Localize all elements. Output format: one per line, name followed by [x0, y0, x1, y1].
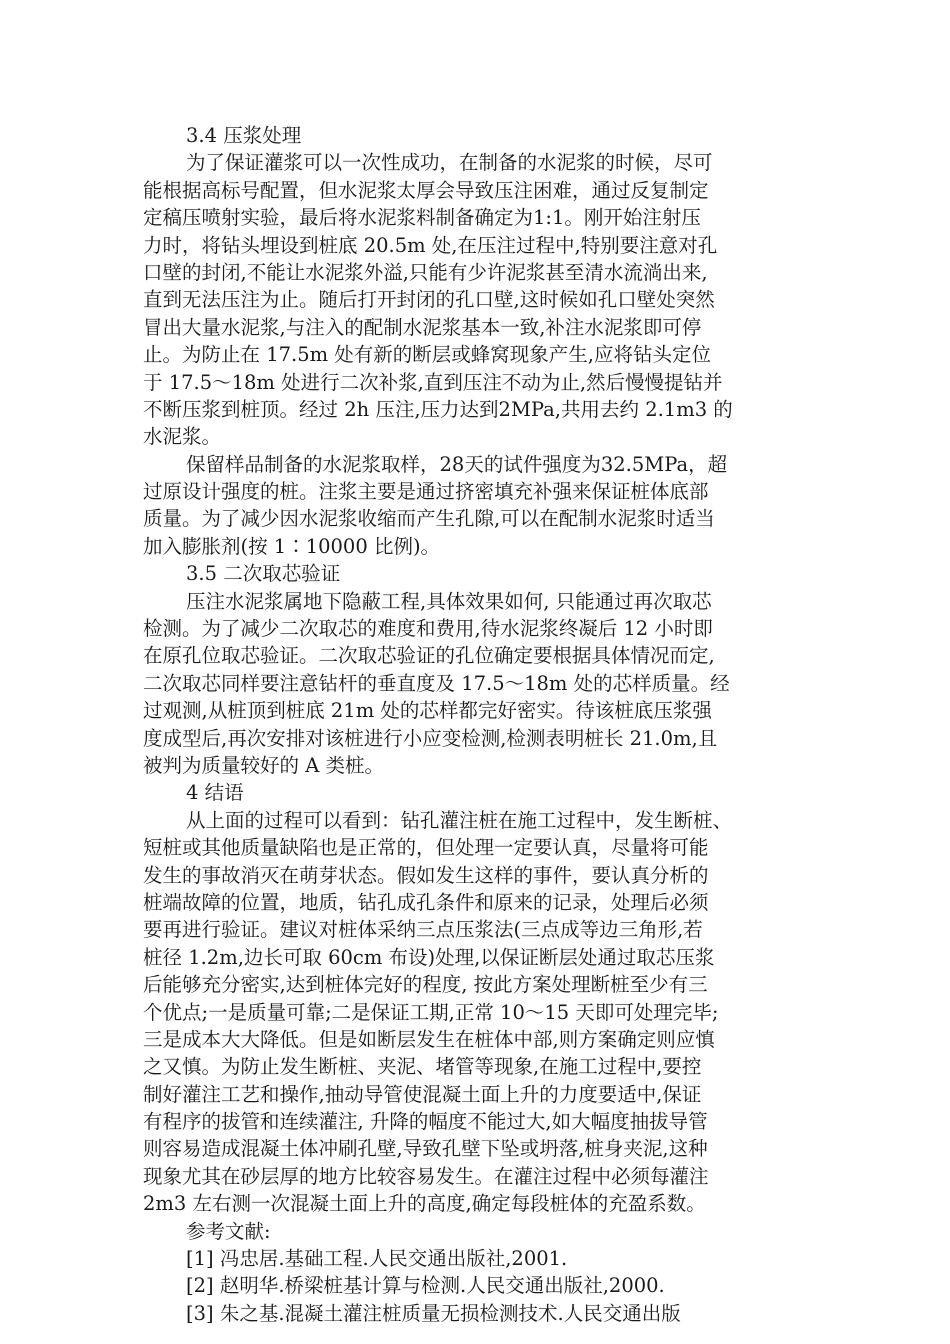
text-line: 二次取芯同样要注意钻杆的垂直度及 17.5～18m 处的芯样质量。经 — [143, 671, 730, 695]
text-line: 2m3 左右测一次混凝土面上升的高度,确定每段桩体的充盈系数。 — [143, 1192, 706, 1216]
text-line: 定稿压喷射实验，最后将水泥浆料制备确定为1:1。刚开始注射压 — [143, 206, 701, 230]
text-line: 被判为质量较好的 A 类桩。 — [143, 753, 384, 777]
paragraph — [143, 451, 803, 561]
paragraph — [143, 588, 803, 780]
text-line: 质量。为了减少因水泥浆收缩而产生孔隙,可以在配制水泥浆时适当 — [143, 507, 715, 531]
text-line: 制好灌注工艺和操作,抽动导管使混凝土面上升的力度要适中,保证 — [143, 1082, 702, 1106]
text-line: 压注水泥浆属地下隐蔽工程,具体效果如何, 只能通过再次取芯 — [186, 589, 712, 613]
text-line: 过原设计强度的桩。注浆主要是通过挤密填充补强来保证桩体底部 — [143, 480, 709, 504]
document-page — [143, 122, 803, 1327]
text-line: 过观测,从桩顶到桩底 21m 处的芯样都完好密实。待该桩底压浆强 — [143, 699, 712, 723]
text-line: 后能够充分密实,达到桩体完好的程度, 按此方案处理断桩至少有三 — [143, 973, 708, 997]
section-heading: 3.5 二次取芯验证 — [186, 562, 341, 586]
paragraph — [143, 807, 803, 1218]
text-line: 桩径 1.2m,边长可取 60cm 布设)处理,以保证断层处通过取芯压浆 — [143, 945, 715, 969]
text-line: 在原孔位取芯验证。二次取芯验证的孔位确定要根据具体情况而定, — [143, 644, 715, 668]
text-line: 则容易造成混凝土体冲刷孔壁,导致孔壁下坠或坍落,桩身夹泥,这种 — [143, 1137, 708, 1161]
text-line: 现象尤其在砂层厚的地方比较容易发生。在灌注过程中必须每灌注 — [143, 1164, 709, 1188]
text-line: 力时，将钻头埋设到桩底 20.5m 处,在压注过程中,特别要注意对孔 — [143, 233, 718, 257]
text-line: 桩端故障的位置，地质，钻孔成孔条件和原来的记录，处理后必须 — [143, 890, 709, 914]
text-line: 于 17.5～18m 处进行二次补浆,直到压注不动为止,然后慢慢提钻并 — [143, 370, 723, 394]
reference-item: [2] 赵明华.桥梁桩基计算与检测.人民交通出版社,2000. — [186, 1274, 665, 1298]
text-line: 止。为防止在 17.5m 处有新的断层或蜂窝现象产生,应将钻头定位 — [143, 343, 712, 367]
text-line: 冒出大量水泥浆,与注入的配制水泥浆基本一致,补注水泥浆即可停 — [143, 315, 702, 339]
reference-list — [143, 1245, 803, 1327]
reference-item: [3] 朱之基.混凝土灌注桩质量无损检测技术.人民交通出版 — [186, 1301, 681, 1325]
text-line: 发生的事故消灭在萌芽状态。假如发生这样的事件，要认真分析的 — [143, 863, 709, 887]
text-line: 为了保证灌浆可以一次性成功，在制备的水泥浆的时候，尽可 — [186, 151, 713, 175]
section-heading: 3.4 压浆处理 — [186, 124, 302, 147]
text-line: 水泥浆。 — [143, 425, 222, 449]
reference-item: [1] 冯忠居.基础工程.人民交通出版社,2001. — [186, 1247, 568, 1271]
text-line: 不断压浆到桩顶。经过 2h 压注,压力达到2MPa,共用去约 2.1m3 的 — [143, 397, 733, 421]
text-line: 检测。为了减少二次取芯的难度和费用,待水泥浆终凝后 12 小时即 — [143, 617, 713, 641]
text-line: 保留样品制备的水泥浆取样，28天的试件强度为32.5MPa，超 — [186, 452, 728, 476]
text-line: 口壁的封闭,不能让水泥浆外溢,只能有少许泥浆甚至清水流淌出来, — [143, 260, 708, 284]
text-line: 直到无法压注为止。随后打开封闭的孔口壁,这时候如孔口壁处突然 — [143, 288, 715, 312]
text-line: 能根据高标号配置，但水泥浆太厚会导致压注困难，通过反复制定 — [143, 178, 709, 202]
text-line: 加入膨胀剂(按 1∶10000 比例)。 — [143, 534, 441, 558]
text-line: 度成型后,再次安排对该桩进行小应变检测,检测表明桩长 21.0m,且 — [143, 726, 718, 750]
references-heading: 参考文献: — [186, 1219, 271, 1243]
text-line: 之又慎。为防止发生断桩、夹泥、堵管等现象,在施工过程中,要控 — [143, 1055, 702, 1079]
text-line: 从上面的过程可以看到：钻孔灌注桩在施工过程中，发生断桩、 — [186, 808, 733, 832]
paragraph — [143, 149, 803, 450]
section-heading: 4 结语 — [186, 781, 244, 805]
text-line: 有程序的拔管和连续灌注, 升降的幅度不能过大,如大幅度抽拔导管 — [143, 1110, 708, 1134]
text-line: 三是成本大大降低。但是如断层发生在桩体中部,则方案确定则应慎 — [143, 1027, 715, 1051]
text-line: 要再进行验证。建议对桩体采纳三点压浆法(三点成等边三角形,若 — [143, 918, 703, 942]
text-line: 短桩或其他质量缺陷也是正常的，但处理一定要认真，尽量将可能 — [143, 836, 709, 860]
text-line: 个优点;一是质量可靠;二是保证工期,正常 10～15 天即可处理完毕; — [143, 1000, 719, 1024]
